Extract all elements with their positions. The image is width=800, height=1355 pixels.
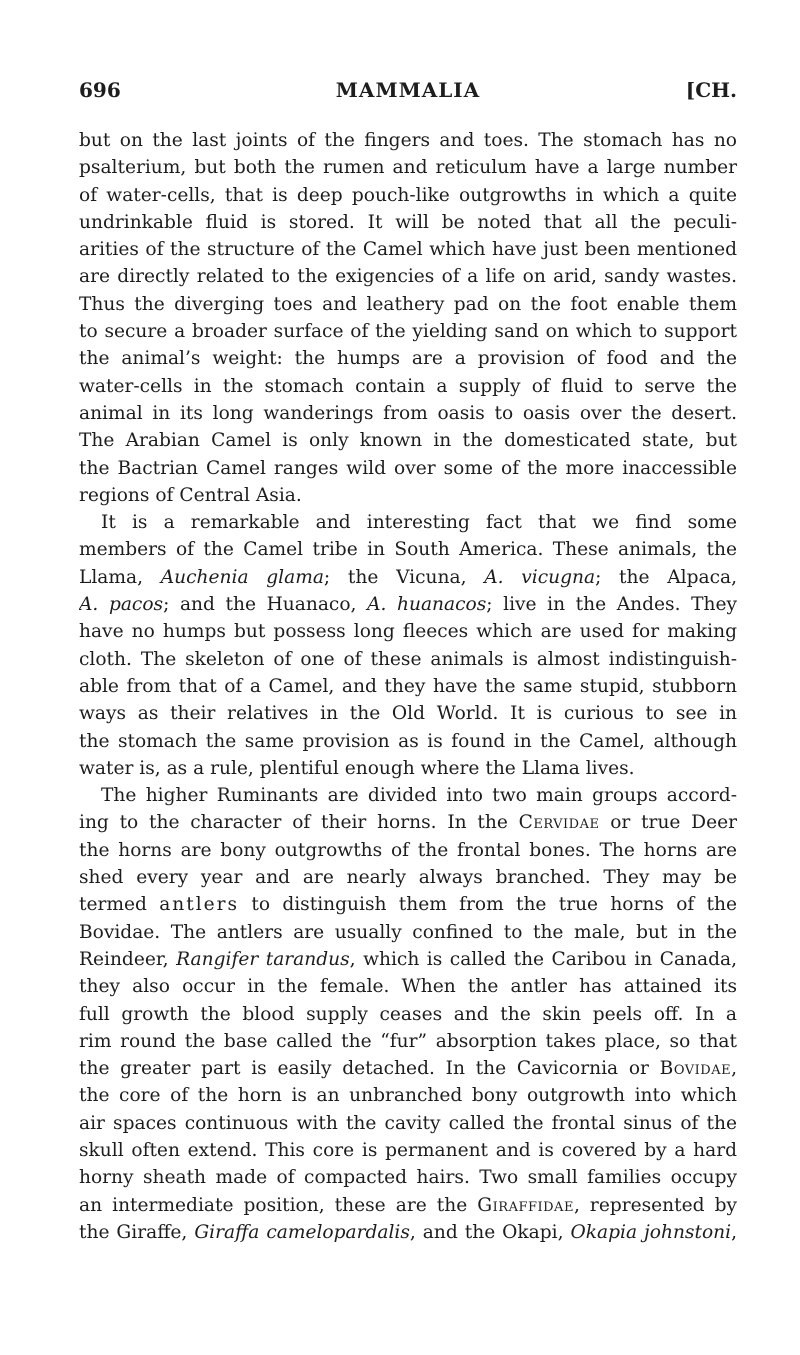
text-line: an intermediate position, these are the Giraffidae, represented by	[79, 1194, 737, 1216]
text-line: of water-cells, that is deep pouch-like outgrowths in which a quite	[79, 184, 737, 206]
text-line: Thus the diverging toes and leathery pad on the foot enable them	[79, 293, 737, 315]
text-line: Llama, Auchenia glama; the Vicuna, A. vicugna; the Alpaca,	[79, 566, 737, 588]
text-line: The Arabian Camel is only known in the domesticated state, but	[79, 430, 737, 452]
text-line: termed antlers to distinguish them from the true horns of the	[79, 894, 737, 916]
species-name: Okapia johnstoni	[570, 1221, 732, 1243]
text-line: cloth. The skeleton of one of these animals is almost indistinguish-	[79, 648, 737, 670]
text-line: members of the Camel tribe in South America. These animals, the	[79, 539, 737, 561]
text-line: the greater part is easily detached. In the Cavicornia or Bovidae,	[79, 1058, 737, 1080]
text-line: are directly related to the exigencies of a life on arid, sandy wastes.	[79, 266, 737, 288]
chapter-reference: [CH.	[685, 78, 737, 102]
species-name: A. huanacos	[367, 594, 487, 616]
text-line: they also occur in the female. When the antler has attained its	[79, 976, 737, 998]
text-line: arities of the structure of the Camel which have just been mentioned	[79, 239, 737, 261]
species-name: A. pacos	[79, 594, 164, 616]
text-line: shed every year and are nearly always branched. They may be	[79, 867, 737, 889]
species-name: Rangifer tarandus	[176, 948, 350, 970]
species-name: Auchenia glama	[160, 566, 324, 588]
text-line: the animal’s weight: the humps are a provision of food and the	[79, 348, 737, 370]
text-line: air spaces continuous with the cavity called the frontal sinus of the	[79, 1112, 737, 1134]
text-line: water is, as a rule, plentiful enough where the Llama lives.	[79, 757, 635, 779]
running-title: MAMMALIA	[335, 78, 481, 102]
text-line: the Giraffe, Giraffa camelopardalis, and the Okapi, Okapia johnstoni,	[79, 1221, 737, 1243]
species-name: A. vicugna	[484, 566, 596, 588]
body-text	[79, 127, 737, 1246]
text-line: full growth the blood supply ceases and the skin peels off. In a	[79, 1003, 737, 1025]
text-line: have no humps but possess long fleeces which are used for making	[79, 621, 737, 643]
text-line: skull often extend. This core is permanent and is covered by a hard	[79, 1139, 737, 1161]
text-line: rim round the base called the “fur” absorption takes place, so that	[79, 1030, 737, 1052]
text-line: able from that of a Camel, and they have the same stupid, stubborn	[79, 675, 737, 697]
family-name: Bovidae	[659, 1058, 732, 1080]
text-line: the core of the horn is an unbranched bony outgrowth into which	[79, 1085, 737, 1107]
text-line: the horns are bony outgrowths of the frontal bones. The horns are	[79, 839, 737, 861]
text-line: regions of Central Asia.	[79, 484, 302, 506]
text-line: to secure a broader surface of the yielding sand on which to support	[79, 321, 737, 343]
text-line: ways as their relatives in the Old World. It is curious to see in	[79, 703, 737, 725]
text-line: The higher Ruminants are divided into two main groups accord-	[101, 785, 737, 807]
text-line: It is a remarkable and interesting fact that we find some	[101, 512, 737, 534]
text-line: ing to the character of their horns. In the Cervidae or true Deer	[79, 812, 737, 834]
family-name: Giraffidae	[477, 1194, 574, 1216]
page-number: 696	[79, 78, 121, 102]
text-line: Bovidae. The antlers are usually confined to the male, but in the	[79, 921, 737, 943]
text-line: but on the last joints of the fingers and toes. The stomach has no	[79, 130, 737, 151]
text-line: the Bactrian Camel ranges wild over some of the more inaccessible	[79, 457, 737, 479]
text-line: animal in its long wanderings from oasis to oasis over the desert.	[79, 402, 737, 424]
family-name: Cervidae	[518, 812, 600, 834]
text-line: the stomach the same provision as is found in the Camel, although	[79, 730, 737, 752]
text-line: water-cells in the stomach contain a supply of fluid to serve the	[79, 375, 737, 397]
text-line: psalterium, but both the rumen and reticulum have a large number	[79, 157, 737, 179]
text-line: Reindeer, Rangifer tarandus, which is called the Caribou in Canada,	[79, 948, 737, 970]
running-head	[79, 78, 737, 108]
text-line: horny sheath made of compacted hairs. Two small families occupy	[79, 1167, 737, 1189]
spaced-term: antlers	[159, 894, 240, 916]
text-line: undrinkable fluid is stored. It will be noted that all the peculi-	[79, 211, 737, 233]
species-name: Giraffa camelopardalis	[194, 1221, 410, 1243]
text-line: A. pacos; and the Huanaco, A. huanacos; live in the Andes. They	[79, 594, 737, 616]
